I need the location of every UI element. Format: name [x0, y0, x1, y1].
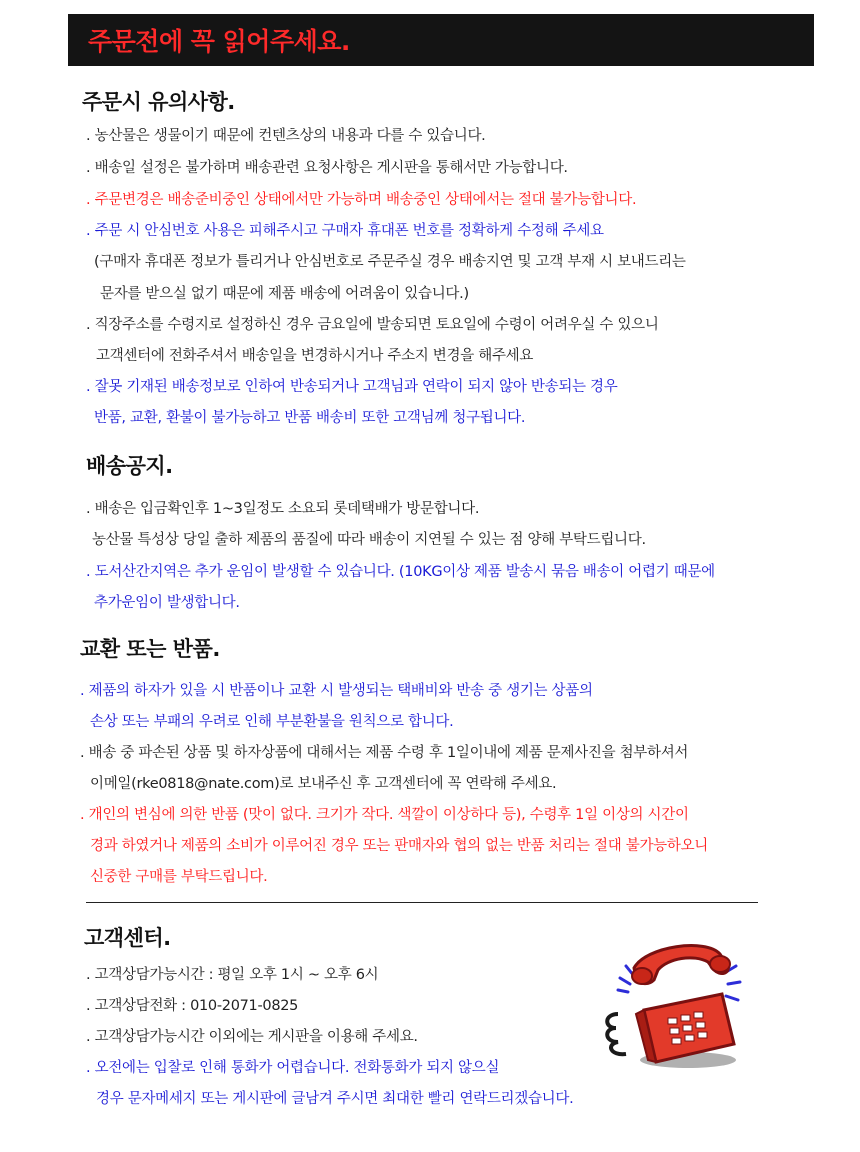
order-line: . 배송일 설정은 불가하며 배송관련 요청사항은 게시판을 통해서만 가능합니다. — [86, 160, 568, 176]
banner-title: 주문전에 꼭 읽어주세요. — [88, 27, 350, 56]
returns-line: 이메일(rke0818@nate.com)로 보내주신 후 고객센터에 꼭 연락해 주세요. — [90, 776, 557, 792]
order-line: . 농산물은 생물이기 때문에 컨텐츠상의 내용과 다를 수 있습니다. — [86, 128, 486, 144]
order-line: . 직장주소를 수령지로 설정하신 경우 금요일에 발송되면 토요일에 수령이 어려우실 수 있으니 — [86, 317, 659, 333]
returns-line: . 배송 중 파손된 상품 및 하자상품에 대해서는 제품 수령 후 1일이내에 제품 문제사진을 첨부하셔서 — [80, 745, 689, 761]
cs-line: . 고객상담전화 : 010-2071-0825 — [86, 998, 299, 1014]
returns-line: . 개인의 변심에 의한 반품 (맛이 없다. 크기가 작다. 색깔이 이상하다 등), 수령후 1일 이상의 시간이 — [80, 807, 689, 823]
red-telephone-icon — [596, 936, 746, 1072]
shipping-line: 농산물 특성상 당일 출하 제품의 품질에 따라 배송이 지연될 수 있는 점 양해 부탁드립니다. — [92, 532, 646, 548]
cs-line: 경우 문자메세지 또는 게시판에 글남겨 주시면 최대한 빨리 연락드리겠습니다. — [96, 1091, 574, 1107]
order-line: . 잘못 기재된 배송정보로 인하여 반송되거나 고객님과 연락이 되지 않아 반송되는 경우 — [86, 379, 618, 395]
shipping-line: 추가운임이 발생합니다. — [94, 595, 240, 611]
order-line: 반품, 교환, 환불이 불가능하고 반품 배송비 또한 고객님께 청구됩니다. — [94, 410, 526, 426]
section-title-returns: 교환 또는 반품. — [80, 637, 220, 661]
shipping-line: . 배송은 입금확인후 1~3일정도 소요되 롯데택배가 방문합니다. — [86, 501, 480, 517]
order-line: (구매자 휴대폰 정보가 틀리거나 안심번호로 주문주실 경우 배송지연 및 고객 부재 시 보내드리는 — [94, 254, 686, 270]
order-line: 고객센터에 전화주셔서 배송일을 변경하시거나 주소지 변경을 해주세요 — [96, 348, 534, 364]
section-title-shipping: 배송공지. — [86, 454, 173, 478]
order-line: . 주문변경은 배송준비중인 상태에서만 가능하며 배송중인 상태에서는 절대 불가능합니다. — [86, 192, 637, 208]
returns-line: 경과 하였거나 제품의 소비가 이루어진 경우 또는 판매자와 협의 없는 반품 처리는 절대 불가능하오니 — [90, 838, 709, 854]
returns-line: 손상 또는 부패의 우려로 인해 부분환불을 원칙으로 합니다. — [90, 714, 454, 730]
section-divider — [86, 902, 758, 903]
order-line: . 주문 시 안심번호 사용은 피해주시고 구매자 휴대폰 번호를 정확하게 수정해 주세요 — [86, 223, 604, 239]
order-line: 문자를 받으실 없기 때문에 제품 배송에 어려움이 있습니다.) — [100, 286, 469, 302]
shipping-line: . 도서산간지역은 추가 운임이 발생할 수 있습니다. (10KG이상 제품 발송시 묶음 배송이 어렵기 때문에 — [86, 564, 715, 580]
cs-line: . 오전에는 입찰로 인해 통화가 어렵습니다. 전화통화가 되지 않으실 — [86, 1060, 500, 1076]
cs-line: . 고객상담가능시간 이외에는 게시판을 이용해 주세요. — [86, 1029, 418, 1045]
section-title-order: 주문시 유의사항. — [82, 90, 235, 114]
section-title-cs: 고객센터. — [84, 926, 171, 950]
cs-line: . 고객상담가능시간 : 평일 오후 1시 ~ 오후 6시 — [86, 967, 379, 983]
returns-line: . 제품의 하자가 있을 시 반품이나 교환 시 발생되는 택배비와 반송 중 생기는 상품의 — [80, 683, 593, 699]
returns-line: 신중한 구매를 부탁드립니다. — [90, 869, 268, 885]
